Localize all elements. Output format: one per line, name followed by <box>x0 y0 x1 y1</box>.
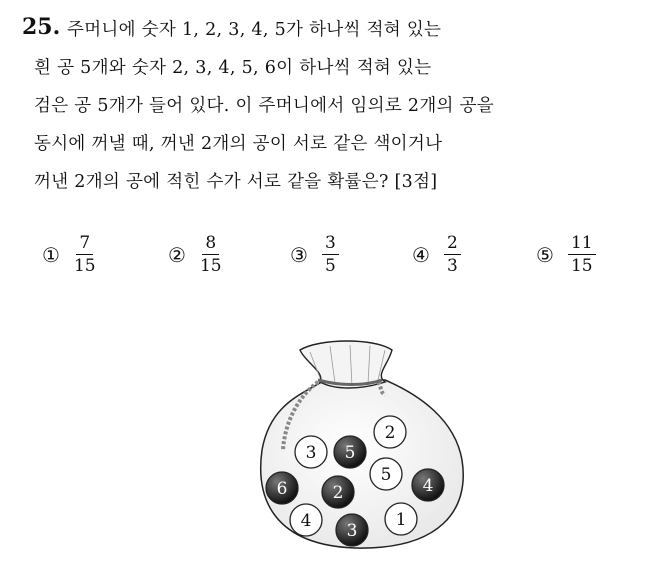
problem-text-line: 검은 공 5개가 들어 있다. 이 주머니에서 임의로 2개의 공을 <box>34 96 495 116</box>
ball-black <box>334 436 366 468</box>
problem-number: 25. <box>22 14 61 40</box>
denominator: 15 <box>73 256 96 276</box>
denominator: 15 <box>570 256 593 276</box>
choice-mark: ④ <box>412 242 430 267</box>
ball-white <box>370 458 402 490</box>
ball-black <box>412 469 444 501</box>
choice-mark: ② <box>168 242 186 267</box>
ball-label: 4 <box>422 476 434 496</box>
numerator: 2 <box>444 232 461 255</box>
ball-label: 3 <box>346 521 358 541</box>
choice-mark: ⑤ <box>536 242 554 267</box>
ball-label: 1 <box>395 510 407 530</box>
choice-mark: ③ <box>290 242 308 267</box>
problem-text-line: 흰 공 5개와 숫자 2, 3, 4, 5, 6이 하나씩 적혀 있는 <box>34 58 432 78</box>
problem-text-line: 주머니에 숫자 1, 2, 3, 4, 5가 하나씩 적혀 있는 <box>67 20 442 40</box>
ball-black <box>322 476 354 508</box>
numerator: 11 <box>568 232 596 255</box>
ball-white <box>295 436 327 468</box>
ball-white <box>385 503 417 535</box>
numerator: 7 <box>76 232 93 255</box>
ball-label: 2 <box>332 483 344 503</box>
ball-label: 5 <box>344 443 356 463</box>
problem-text-line: 동시에 꺼낼 때, 꺼낸 2개의 공이 서로 같은 색이거나 <box>34 134 443 154</box>
ball-white <box>374 416 406 448</box>
denominator: 3 <box>446 256 458 276</box>
numerator: 3 <box>322 232 339 255</box>
ball-label: 6 <box>276 479 288 499</box>
ball-label: 5 <box>380 465 392 485</box>
denominator: 5 <box>324 256 336 276</box>
ball-label: 2 <box>384 423 396 443</box>
problem-text-line: 꺼낸 2개의 공에 적힌 수가 서로 같을 확률은? [3점] <box>34 172 438 192</box>
ball-label: 4 <box>300 511 312 531</box>
numerator: 8 <box>202 232 219 255</box>
ball-black <box>336 514 368 546</box>
choice-mark: ① <box>42 242 60 267</box>
ball-label: 3 <box>305 443 317 463</box>
denominator: 15 <box>199 256 222 276</box>
ball-black <box>266 472 298 504</box>
ball-white <box>290 504 322 536</box>
